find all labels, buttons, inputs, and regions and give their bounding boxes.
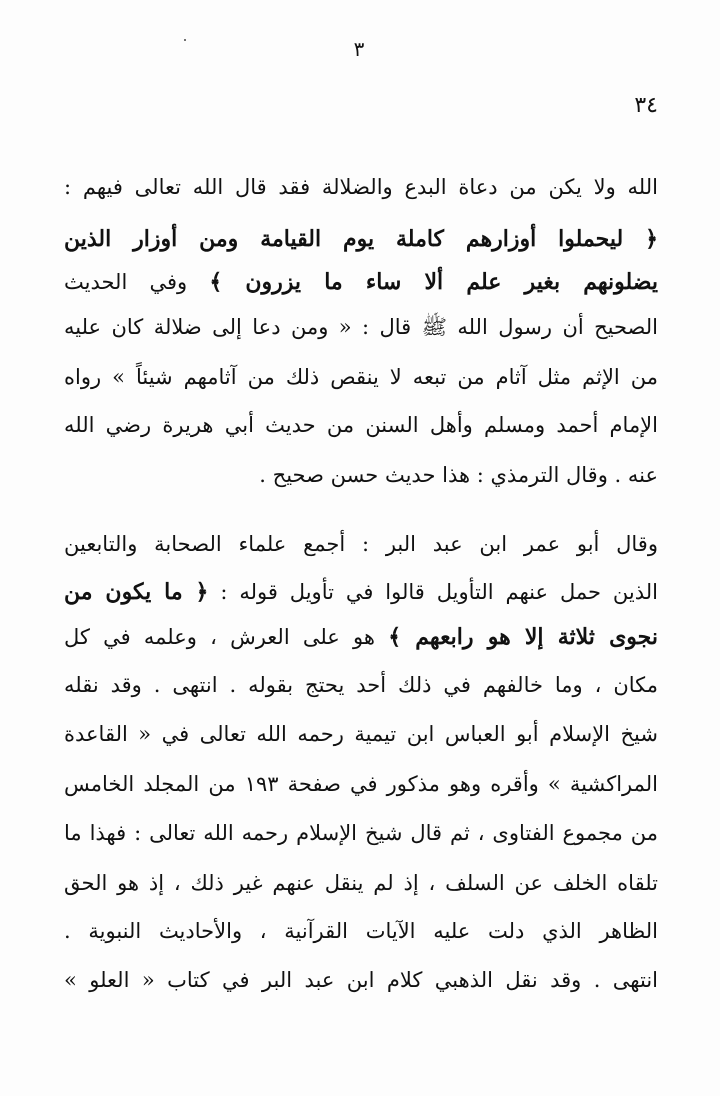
quran-verse-line-1 (64, 222, 658, 256)
quran-verse-line-2 (64, 265, 658, 299)
quran-verse-text: نجوى ثلاثة إلا هو رابعهم ﴾ (388, 624, 658, 650)
text-line-15: تلقاه الخلف عن السلف ، إذ لم ينقل عنهم غير ذلك ، إذ هو الحق (64, 871, 658, 895)
text-line-7: عنه . وقال الترمذي : هذا حديث حسن صحيح . (259, 463, 658, 487)
text-fragment: وفي الحديث (64, 270, 188, 294)
text-fragment: الذين حمل عنهم التأويل قالوا في تأويل قوله : (220, 580, 658, 604)
text-line-8: وقال أبو عمر ابن عبد البر : أجمع علماء الصحابة والتابعين (64, 532, 658, 556)
text-line-13: المراكشية » وأقره وهو مذكور في صفحة ١٩٣ من المجلد الخامس (64, 772, 658, 796)
quran-verse-text: يضلونهم بغير علم ألا ساء ما يزرون ﴾ (209, 269, 658, 295)
text-line-12: شيخ الإسلام أبو العباس ابن تيمية رحمه الله تعالى في « القاعدة (64, 722, 658, 746)
text-fragment: هو على العرش ، وعلمه في كل (64, 625, 375, 649)
text-line-5: من الإثم مثل آثام من تبعه لا ينقص ذلك من آثامهم شيئاً » رواه (64, 365, 658, 389)
quran-verse-line-3 (64, 575, 658, 609)
page-number: ٣٤ (634, 93, 658, 118)
text-line-1: الله ولا يكن من دعاة البدع والضلالة فقد قال الله تعالى فيهم : (64, 175, 658, 199)
text-line-11: مكان ، وما خالفهم في ذلك أحد يحتج بقوله . انتهى . وقد نقله (64, 673, 658, 697)
quran-verse-line-4 (64, 620, 658, 654)
text-line-16: الظاهر الذي دلت عليه الآيات القرآنية ، والأحاديث النبوية . (64, 919, 658, 943)
quran-verse-text: ﴿ ما يكون من (64, 579, 209, 605)
text-line-14: من مجموع الفتاوى ، ثم قال شيخ الإسلام رحمه الله تعالى : فهذا ما (64, 821, 658, 845)
text-line-4: الصحيح أن رسول الله ﷺ قال : « ومن دعا إلى ضلالة كان عليه (64, 315, 658, 339)
quran-verse-text: ﴿ ليحملوا أوزارهم كاملة يوم القيامة ومن أوزار الذين (64, 226, 658, 252)
text-line-17: انتهى . وقد نقل الذهبي كلام ابن عبد البر في كتاب « العلو » (64, 968, 658, 992)
text-line-6: الإمام أحمد ومسلم وأهل السنن من حديث أبي هريرة رضي الله (64, 413, 658, 437)
ink-speck (184, 39, 186, 41)
page-mark: ٣ (353, 37, 365, 61)
